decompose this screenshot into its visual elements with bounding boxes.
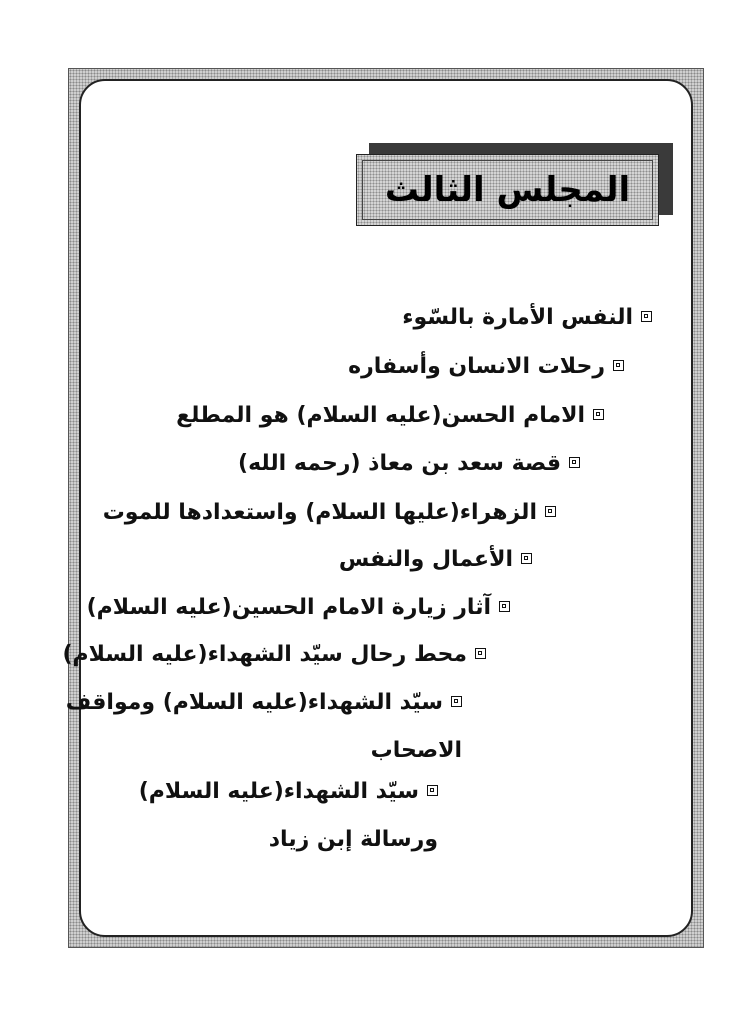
toc-item-7 [87, 584, 510, 632]
square-bullet-icon [613, 360, 624, 371]
square-bullet-icon [641, 311, 652, 322]
toc-item-3 [176, 392, 604, 440]
title-box [356, 154, 659, 226]
square-bullet-icon [593, 409, 604, 420]
toc-item-8 [62, 631, 486, 679]
toc-item-4 [238, 440, 580, 488]
toc-item-6 [339, 536, 532, 584]
title-box-inner-border [362, 160, 653, 220]
square-bullet-icon [521, 553, 532, 564]
toc-item-1 [402, 294, 652, 342]
toc-item-5 [103, 489, 556, 537]
toc-item-text: الامام الحسن(عليه السلام) هو المطلع [176, 403, 585, 428]
toc-item-continuation: ورسالة إبن زياد [268, 827, 438, 852]
toc-item-2 [348, 343, 624, 391]
square-bullet-icon [475, 648, 486, 659]
toc-item-9 [66, 679, 462, 775]
toc-item-text: محط رحال سيّد الشهداء(عليه السلام) [62, 642, 467, 667]
square-bullet-icon [545, 506, 556, 517]
toc-item-text: سيّد الشهداء(عليه السلام) [138, 779, 419, 804]
square-bullet-icon [499, 601, 510, 612]
square-bullet-icon [451, 696, 462, 707]
toc-item-text: سيّد الشهداء(عليه السلام) ومواقف [65, 690, 443, 715]
toc-item-text: آثار زيارة الامام الحسين(عليه السلام) [86, 595, 491, 620]
toc-item-continuation: الاصحاب [370, 738, 462, 763]
toc-item-text: رحلات الانسان وأسفاره [348, 354, 605, 379]
toc-item-text: الزهراء(عليها السلام) واستعدادها للموت [102, 500, 537, 525]
toc-item-text: قصة سعد بن معاذ (رحمه الله) [238, 451, 561, 476]
toc-item-10 [139, 768, 438, 864]
square-bullet-icon [569, 457, 580, 468]
toc-item-text: النفس الأمارة بالسّوء [402, 305, 633, 330]
toc-item-text: الأعمال والنفس [338, 547, 513, 572]
square-bullet-icon [427, 785, 438, 796]
page-title: المجلس الثالث [384, 170, 631, 210]
